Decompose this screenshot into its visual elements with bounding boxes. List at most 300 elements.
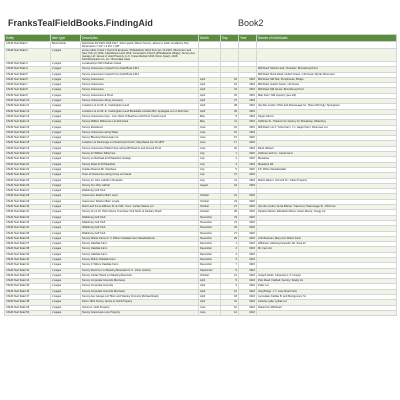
cell-description: Survey Ave Garage Ltd Tilton and Stanley Formerly Michael Realty bbox=[81, 295, 199, 300]
column-header[interactable]: Year bbox=[239, 35, 257, 42]
cell-day: 20 bbox=[221, 146, 239, 151]
cell-item-type: 2 pages bbox=[51, 289, 81, 294]
cell-description: Survey Jordan Wood Lot Meeting Mountain bbox=[81, 273, 199, 278]
cell-names: Robert lot; Mill Road bbox=[257, 305, 397, 310]
cell-description: Survey Wilcox Farms F. V. Wilcox Oakdale Farm Meadowbrook bbox=[81, 236, 199, 241]
cell-description: Location Lot Parsonage Lot Reformed Church; Map Dated Jan 20 1875 bbox=[81, 141, 199, 146]
cell-item-type: 2 pages bbox=[51, 231, 81, 236]
table-row[interactable] bbox=[5, 310, 397, 315]
cell-item-type: 2 pages bbox=[51, 205, 81, 210]
cell-item-type: 2 pages bbox=[51, 141, 81, 146]
cell-entity: CSHS Teal.Teal2.31 bbox=[5, 210, 51, 215]
cell-day: 29 bbox=[221, 236, 239, 241]
cell-day: 23 bbox=[221, 215, 239, 220]
cell-month: April bbox=[199, 93, 221, 98]
cell-month: July bbox=[199, 167, 221, 172]
cell-entity: CSHS Teal.Teal2.47 bbox=[5, 295, 51, 300]
cell-entity: CSHS Teal.Teal2.28 bbox=[5, 194, 51, 199]
cell-year: 1916 bbox=[239, 310, 257, 315]
cell-month: April bbox=[199, 83, 221, 88]
cell-year: 1916 bbox=[239, 279, 257, 284]
cell-names: Antoine Lydia; Lydias Lot bbox=[257, 300, 397, 305]
cell-entity: CSHS Teal.Teal2.37 bbox=[5, 242, 51, 247]
cell-item-type: 2 pages bbox=[51, 310, 81, 315]
cell-entity: CSHS Teal.Teal2.32 bbox=[5, 215, 51, 220]
cell-description: Gracemere Road to Barn Levels bbox=[81, 199, 199, 204]
cell-item-type: 2 pages bbox=[51, 220, 81, 225]
cell-names: Mill Road; Michel Land; Chamber; Buzzaboug Pond bbox=[257, 67, 397, 72]
cell-year: 1915 bbox=[239, 226, 257, 231]
cell-item-type: 2 pages bbox=[51, 162, 81, 167]
cell-description: Wadsburg Golf Club bbox=[81, 226, 199, 231]
cell-names: Mt. Farm lot bbox=[257, 247, 397, 252]
cell-entity: CSHS Teal.Teal2.6 bbox=[5, 77, 51, 82]
cell-month: December bbox=[199, 242, 221, 247]
cell-names: Lyonsdale; Kettlas B. and Montgomery St. bbox=[257, 295, 397, 300]
cell-item-type: 2 pages bbox=[51, 173, 81, 178]
cell-entity: CSHS Teal.Teal2.25 bbox=[5, 178, 51, 183]
cell-entity: CSHS Teal.Teal2.41 bbox=[5, 263, 51, 268]
cell-description: Gracemere Road to Barn Land bbox=[81, 194, 199, 199]
cell-month: May bbox=[199, 114, 221, 119]
cell-description: Survey Road at Mt Meadows bbox=[81, 162, 199, 167]
cell-description: Survey Gracemere Along Cemetery bbox=[81, 99, 199, 104]
cell-day: 16 bbox=[221, 136, 239, 141]
cell-year: 1915 bbox=[239, 104, 257, 109]
cell-day: 11 bbox=[221, 120, 239, 125]
table-body bbox=[5, 42, 397, 316]
cell-item-type: 2 pages bbox=[51, 189, 81, 194]
table-row[interactable] bbox=[5, 49, 397, 62]
cell-year: 1915 bbox=[239, 210, 257, 215]
cell-day bbox=[221, 42, 239, 49]
cell-names: Mill Road; Hubert Green; mill house bbox=[257, 83, 397, 88]
cell-month: April bbox=[199, 284, 221, 289]
cell-month: July bbox=[199, 173, 221, 178]
cell-day: 28 bbox=[221, 104, 239, 109]
cell-day: 5 bbox=[221, 279, 239, 284]
cell-item-type: 2 pages bbox=[51, 167, 81, 172]
cell-item-type: 2 pages bbox=[51, 83, 81, 88]
cell-item-type: 2 pages bbox=[51, 136, 81, 141]
cell-year: 1915 bbox=[239, 141, 257, 146]
cell-description: Survey Gracemere Lots Property bbox=[81, 310, 199, 315]
cell-entity: CSHS Teal.Teal2.22 bbox=[5, 162, 51, 167]
cell-description: Survey Wood Lot on Meeting Mountain for C. Victor Jenkins bbox=[81, 268, 199, 273]
cell-description: Town of Gracemere along Cross Lot Canal bbox=[81, 173, 199, 178]
cell-item-type: 2 pages bbox=[51, 67, 81, 72]
cell-description: Field book 4th 1915 1916 1917. John Lipsett, Wilcox Survey, James H. Hold; Conditions Two; Dimensions 7 1/4" x 4 3/4" x 3/8" bbox=[81, 42, 199, 49]
cell-description: Wadsburg Golf Club bbox=[81, 220, 199, 225]
cell-entity: CSHS Teal.Teal2.1 bbox=[5, 42, 51, 49]
cell-entity: CSHS Teal.Teal2.2 bbox=[5, 49, 51, 62]
cell-description: Wadsburg Golf Club bbox=[81, 189, 199, 194]
cell-entity: CSHS Teal.Teal2.19 bbox=[5, 146, 51, 151]
cell-day: 27 bbox=[221, 99, 239, 104]
cell-year: 1916 bbox=[239, 295, 257, 300]
cell-names: Van der Linden; Annie Bishop; Travel Lot; Pawnsuage St.; Pitch line bbox=[257, 205, 397, 210]
cell-day: 20 bbox=[221, 93, 239, 98]
cell-day: 18 bbox=[221, 77, 239, 82]
cell-names: Mill Road; Rock Road; Hubert Green; mill house; Myrtle Monument bbox=[257, 72, 397, 77]
cell-day: 21 bbox=[221, 194, 239, 199]
cell-year: 1915 bbox=[239, 205, 257, 210]
cell-names: Joseph Hicks; Carpenter's; P. Cooper bbox=[257, 273, 397, 278]
cell-month: November bbox=[199, 215, 221, 220]
cell-names: Crib Bowman; Mary Ann Wilcox Farm bbox=[257, 236, 397, 241]
cell-names: Meadows Rd. bbox=[257, 162, 397, 167]
cell-description: Survey Gracemere Hwy - Line: West of Beaches and Pond; Tuxedo Land bbox=[81, 114, 199, 119]
cell-day: 21 bbox=[221, 273, 239, 278]
cell-names bbox=[257, 42, 397, 49]
cell-month: April bbox=[199, 300, 221, 305]
cell-description: Survey on Railroad at Mt Meadow Cottage bbox=[81, 157, 199, 162]
cell-names: Post Road; Flatbed; Factory; Realty Co. bbox=[257, 279, 397, 284]
cell-month: April bbox=[199, 279, 221, 284]
cell-entity: CSHS Teal.Teal2.24 bbox=[5, 173, 51, 178]
cell-item-type: 2 pages bbox=[51, 210, 81, 215]
cell-description: James H. Hold Property bbox=[81, 305, 199, 310]
cell-year: 1915 bbox=[239, 215, 257, 220]
cell-entity: CSHS Teal.Teal2.45 bbox=[5, 284, 51, 289]
cell-day: 17 bbox=[221, 141, 239, 146]
cell-names: Map Farm; Mill property (see left) bbox=[257, 93, 397, 98]
cell-month: November bbox=[199, 231, 221, 236]
cell-month: June bbox=[199, 136, 221, 141]
cell-item-type: 2 pages bbox=[51, 62, 81, 67]
cell-year: 1915 bbox=[239, 167, 257, 172]
cell-names: Hog Bridge; J. T. Lane Road View bbox=[257, 289, 397, 294]
cell-description: Survey Oakdale Farm bbox=[81, 242, 199, 247]
finding-aid-table bbox=[4, 34, 397, 316]
cell-entity: CSHS Teal.Teal2.10 bbox=[5, 99, 51, 104]
cell-item-type: 2 pages bbox=[51, 157, 81, 162]
cell-item-type: 2 pages bbox=[51, 305, 81, 310]
cell-entity: CSHS Teal.Teal2.38 bbox=[5, 247, 51, 252]
cell-item-type: 2 pages bbox=[51, 183, 81, 188]
cell-entity: CSHS Teal.Teal2.42 bbox=[5, 268, 51, 273]
cell-description: Wadsburg Golf Club bbox=[81, 231, 199, 236]
cell-day: 6 bbox=[221, 257, 239, 262]
cell-year: 1915 bbox=[239, 242, 257, 247]
cell-entity: CSHS Teal.Teal2.35 bbox=[5, 231, 51, 236]
cell-item-type: 2 pages bbox=[51, 88, 81, 93]
cell-description: Survey F. Wilcox Oakdale Farm bbox=[81, 263, 199, 268]
column-header[interactable]: Description bbox=[81, 35, 199, 42]
cell-entity: CSHS Teal.Teal2.11 bbox=[5, 104, 51, 109]
cell-names: Hoffman St.; Tobacco lot; Factory lot; Broadway; Waterbury bbox=[257, 120, 397, 125]
cell-item-type: 2 pages bbox=[51, 236, 81, 241]
cell-entity: CSHS Teal.Teal2.7 bbox=[5, 83, 51, 88]
column-header[interactable]: Names of Individuals bbox=[257, 35, 397, 42]
cell-day: 4 bbox=[221, 252, 239, 257]
cell-day: 12 bbox=[221, 289, 239, 294]
sheet-header bbox=[0, 0, 400, 34]
cell-month: June bbox=[199, 310, 221, 315]
cell-day: 10 bbox=[221, 125, 239, 130]
cell-item-type: 2 pages bbox=[51, 295, 81, 300]
cell-entity: CSHS Teal.Teal2.16 bbox=[5, 130, 51, 135]
cell-month: August bbox=[199, 183, 221, 188]
cell-day: 18 bbox=[221, 295, 239, 300]
cell-month: July bbox=[199, 152, 221, 157]
cell-description: Dixon 1901 Survey James H. Hold Property bbox=[81, 300, 199, 305]
cell-entity: CSHS Teal.Teal2.5 bbox=[5, 72, 51, 77]
cell-day: 6 bbox=[221, 284, 239, 289]
cell-item-type: 2 pages bbox=[51, 77, 81, 82]
cell-month: June bbox=[199, 125, 221, 130]
cell-item-type: 2 pages bbox=[51, 93, 81, 98]
cell-day bbox=[221, 49, 239, 62]
cell-year: 1916 bbox=[239, 284, 257, 289]
cell-month: November bbox=[199, 220, 221, 225]
cell-item-type: 2 pages bbox=[51, 130, 81, 135]
cell-names: F.P. Wilcox Meadowdale bbox=[257, 167, 397, 172]
cell-month: June bbox=[199, 130, 221, 135]
cell-entity: CSHS Teal.Teal2.3 bbox=[5, 62, 51, 67]
cell-description: Survey Gracemere Copied From Field Book 1914 bbox=[81, 72, 199, 77]
cell-month: December bbox=[199, 257, 221, 262]
cell-names bbox=[257, 49, 397, 62]
cell-entity: CSHS Teal.Teal2.30 bbox=[5, 205, 51, 210]
table-row[interactable] bbox=[5, 42, 397, 49]
cell-entity: CSHS Teal.Teal2.39 bbox=[5, 252, 51, 257]
cell-month: July bbox=[199, 162, 221, 167]
cell-year: 1915 bbox=[239, 183, 257, 188]
column-header[interactable]: Month bbox=[199, 35, 221, 42]
cell-year: 1915 bbox=[239, 257, 257, 262]
cell-entity: CSHS Teal.Teal2.23 bbox=[5, 167, 51, 172]
cell-year: 1915 bbox=[239, 77, 257, 82]
cell-month bbox=[199, 49, 221, 62]
cell-month: April bbox=[199, 109, 221, 114]
cell-day: 27 bbox=[221, 173, 239, 178]
cell-names: Mill Road; Mill Site; Pumphouse; Bridge bbox=[257, 77, 397, 82]
cell-day: 12 bbox=[221, 310, 239, 315]
cell-item-type: 2 pages bbox=[51, 104, 81, 109]
cell-month bbox=[199, 42, 221, 49]
cell-description: Survey Gracemere bbox=[81, 77, 199, 82]
cell-names: Hoffman and Co.; Center land bbox=[257, 152, 397, 157]
cell-month: May bbox=[199, 120, 221, 125]
cell-description: Survey Oakdale Farm bbox=[81, 252, 199, 257]
cell-month: November bbox=[199, 236, 221, 241]
cell-year: 1915 bbox=[239, 120, 257, 125]
cell-entity: CSHS Teal.Teal2.14 bbox=[5, 120, 51, 125]
cell-description: Survey Blessing Parsonage Lot bbox=[81, 136, 199, 141]
cell-item-type: 2 pages bbox=[51, 72, 81, 77]
cell-names: Stephen Moore; Elizabeth Moore; Hiram Moore; Gregg Lot bbox=[257, 210, 397, 215]
cell-year: 1915 bbox=[239, 99, 257, 104]
cell-description: Survey Gracemere Copied From Field Book 1914 bbox=[81, 67, 199, 72]
cell-year: 1916 bbox=[239, 305, 257, 310]
cell-names: Van Der Linden; Pitch and Pawnsuage St.; Sheet 200 Ugly; Springtown bbox=[257, 104, 397, 109]
cell-day: 5 bbox=[221, 167, 239, 172]
cell-year: 1916 bbox=[239, 289, 257, 294]
cell-names: Negev Farms bbox=[257, 114, 397, 119]
cell-month: June bbox=[199, 146, 221, 151]
cell-entity: CSHS Teal.Teal2.21 bbox=[5, 157, 51, 162]
cell-year: 1915 bbox=[239, 125, 257, 130]
cell-description: Survey William Silberman Lot Red Hook bbox=[81, 120, 199, 125]
cell-description: Survey Corporate Grounds bbox=[81, 284, 199, 289]
cell-item-type: 2 pages bbox=[51, 114, 81, 119]
cell-description: Field Land & Lot Address Sr. E.I Mfc. Conn. Jordan Mason Lot bbox=[81, 205, 199, 210]
cell-item-type: 2 pages bbox=[51, 263, 81, 268]
cell-description: Survey For John LaFrail bbox=[81, 183, 199, 188]
cell-day: 2 bbox=[221, 157, 239, 162]
cell-month: December bbox=[199, 252, 221, 257]
cell-entity: CSHS Teal.Teal2.48 bbox=[5, 300, 51, 305]
cell-item-type: 2 pages bbox=[51, 279, 81, 284]
cell-entity: CSHS Teal.Teal2.36 bbox=[5, 236, 51, 241]
cell-item-type: 2 pages bbox=[51, 109, 81, 114]
cell-entity: CSHS Teal.Teal2.49 bbox=[5, 305, 51, 310]
cell-year: 1916 bbox=[239, 300, 257, 305]
cell-year: 1915 bbox=[239, 263, 257, 268]
cell-month: October bbox=[199, 199, 221, 204]
cell-year: 1915 bbox=[239, 146, 257, 151]
cell-entity: CSHS Teal.Teal2.18 bbox=[5, 141, 51, 146]
cell-month: October bbox=[199, 210, 221, 215]
cell-item-type: 2 pages bbox=[51, 99, 81, 104]
cell-month: October bbox=[199, 205, 221, 210]
cell-month: April bbox=[199, 77, 221, 82]
cell-year: 1915 bbox=[239, 173, 257, 178]
cell-month: December bbox=[199, 263, 221, 268]
cell-names bbox=[257, 310, 397, 315]
cell-names: Mill Road; Mill House; Buzzaboug Pond bbox=[257, 88, 397, 93]
cell-entity: CSHS Teal.Teal2.50 bbox=[5, 310, 51, 315]
cell-year bbox=[239, 49, 257, 62]
cell-description: survey table, Frank L Teal Civil Engineer, Philadelphia; Work from Apr 13 1915; Silverman Land New York (1) 1916; Juliet/Wood Land 1916; Corporation Church (Philadelphia Village); Survey Ave Garage Ltd; James H. Hold Property; H.C. Frese Medical 1916; Dixon Quarry 1916; Kitchell/Hopkins Co. Inc.; Bronxdale Hotel bbox=[81, 49, 199, 62]
cell-entity: CSHS Teal.Teal2.20 bbox=[5, 152, 51, 157]
cell-day: 7 bbox=[221, 263, 239, 268]
cell-entity: CSHS Teal.Teal2.9 bbox=[5, 93, 51, 98]
cell-day: 24 bbox=[221, 183, 239, 188]
cell-day: 29 bbox=[221, 109, 239, 114]
cell-day: 2 bbox=[221, 247, 239, 252]
cell-year: 1915 bbox=[239, 109, 257, 114]
cell-entity: CSHS Teal.Teal2.33 bbox=[5, 220, 51, 225]
cell-year: 1915 bbox=[239, 93, 257, 98]
cell-description: Survey Corporate Grounds Riverview bbox=[81, 289, 199, 294]
cell-year: 1915 bbox=[239, 157, 257, 162]
cell-names: Mill Road; Lot 4; Turks Farm; J.J. Hager Farm; Riverview Lot bbox=[257, 125, 397, 130]
cell-entity: CSHS Teal.Teal2.43 bbox=[5, 273, 51, 278]
cell-year bbox=[239, 42, 257, 49]
cell-description: Survey Residence bbox=[81, 125, 199, 130]
cell-month: November bbox=[199, 226, 221, 231]
cell-names: Wilkinson; Meeting Houselot; Mt. Sinai lot bbox=[257, 242, 397, 247]
column-header[interactable]: Item type bbox=[51, 35, 81, 42]
cell-year: 1915 bbox=[239, 252, 257, 257]
cell-entity: CSHS Teal.Teal2.44 bbox=[5, 279, 51, 284]
cell-day: 1 bbox=[221, 152, 239, 157]
cell-entity: CSHS Teal.Teal2.46 bbox=[5, 289, 51, 294]
cell-item-type: 2 pages bbox=[51, 49, 81, 62]
cell-item-type: 2 pages bbox=[51, 146, 81, 151]
cell-description: Grades Road at Mt. Stephens bbox=[81, 167, 199, 172]
cell-description: Survey Gracemere along Water bbox=[81, 130, 199, 135]
cell-names: Meadows bbox=[257, 157, 397, 162]
cell-day: 31 bbox=[221, 178, 239, 183]
cell-item-type: 2 pages bbox=[51, 242, 81, 247]
cell-day: 3 bbox=[221, 162, 239, 167]
cell-year: 1916 bbox=[239, 268, 257, 273]
cell-entity: CSHS Teal.Teal2.29 bbox=[5, 199, 51, 204]
cell-year: 1915 bbox=[239, 236, 257, 241]
column-header[interactable]: Day bbox=[221, 35, 239, 42]
table-header-row bbox=[5, 35, 397, 42]
cell-description: Survey Corporate Grounds Riverview bbox=[81, 279, 199, 284]
cell-description: Survey for John LaFrail in Rosedell bbox=[81, 178, 199, 183]
sheet-label: Book2 bbox=[238, 18, 264, 28]
cell-description: Survey Wilcox Oakdale Farm bbox=[81, 257, 199, 262]
cell-description: Location Lot on Mr. E. Cushingham Land Broadside Located Mrs. Applegate Lot on Ruth Ave bbox=[81, 109, 199, 114]
cell-entity: CSHS Teal.Teal2.8 bbox=[5, 88, 51, 93]
sheet-title: FranksTealFieldBooks.FindingAid bbox=[8, 18, 153, 28]
cell-day: 1 bbox=[221, 242, 239, 247]
cell-entity: CSHS Teal.Teal2.40 bbox=[5, 257, 51, 262]
cell-item-type: 2 pages bbox=[51, 120, 81, 125]
cell-month: April bbox=[199, 104, 221, 109]
cell-day: 8 bbox=[221, 114, 239, 119]
cell-day: 24 bbox=[221, 220, 239, 225]
cell-description: Survey Gracemere bbox=[81, 88, 199, 93]
cell-description: Survey Gracemere & Pond bbox=[81, 93, 199, 98]
cell-day: 19 bbox=[221, 88, 239, 93]
cell-entity: CSHS Teal.Teal2.27 bbox=[5, 189, 51, 194]
cell-description: Survey Gracemere bbox=[81, 83, 199, 88]
cell-year: 1915 bbox=[239, 130, 257, 135]
cell-item-type: 2 pages bbox=[51, 284, 81, 289]
cell-day: 27 bbox=[221, 205, 239, 210]
cell-item-type: 2 pages bbox=[51, 152, 81, 157]
cell-entity: CSHS Teal.Teal2.4 bbox=[5, 67, 51, 72]
cell-item-type: 2 pages bbox=[51, 178, 81, 183]
column-header[interactable]: Entity bbox=[5, 35, 51, 42]
cell-item-type: 2 pages bbox=[51, 300, 81, 305]
cell-entity: CSHS Teal.Teal2.13 bbox=[5, 114, 51, 119]
cell-item-type: 2 pages bbox=[51, 273, 81, 278]
cell-day: 18 bbox=[221, 83, 239, 88]
cell-day: 15 bbox=[221, 130, 239, 135]
cell-entity: CSHS Teal.Teal2.12 bbox=[5, 109, 51, 114]
cell-day: 27 bbox=[221, 231, 239, 236]
cell-day: 26 bbox=[221, 226, 239, 231]
cell-month: June bbox=[199, 305, 221, 310]
cell-item-type: 2 pages bbox=[51, 194, 81, 199]
cell-item-type: 2 pages bbox=[51, 226, 81, 231]
cell-month: April bbox=[199, 289, 221, 294]
cell-year: 1915 bbox=[239, 162, 257, 167]
cell-item-type: 2 pages bbox=[51, 199, 81, 204]
cell-day: 24 bbox=[221, 300, 239, 305]
cell-year: 1915 bbox=[239, 83, 257, 88]
cell-year: 1915 bbox=[239, 178, 257, 183]
cell-year: 1915 bbox=[239, 136, 257, 141]
cell-month: July bbox=[199, 178, 221, 183]
cell-description: Survey Gracemere Platted Tops along Mill Road In and Around Pond bbox=[81, 146, 199, 151]
cell-day: 23 bbox=[221, 199, 239, 204]
cell-year: 1915 bbox=[239, 194, 257, 199]
cell-names: Fuller Lot bbox=[257, 284, 397, 289]
cell-day: 28 bbox=[221, 210, 239, 215]
cell-description: Location Lot on Mr. E. Cushingham Land bbox=[81, 104, 199, 109]
cell-day: 5 bbox=[221, 268, 239, 273]
cell-month: June bbox=[199, 141, 221, 146]
